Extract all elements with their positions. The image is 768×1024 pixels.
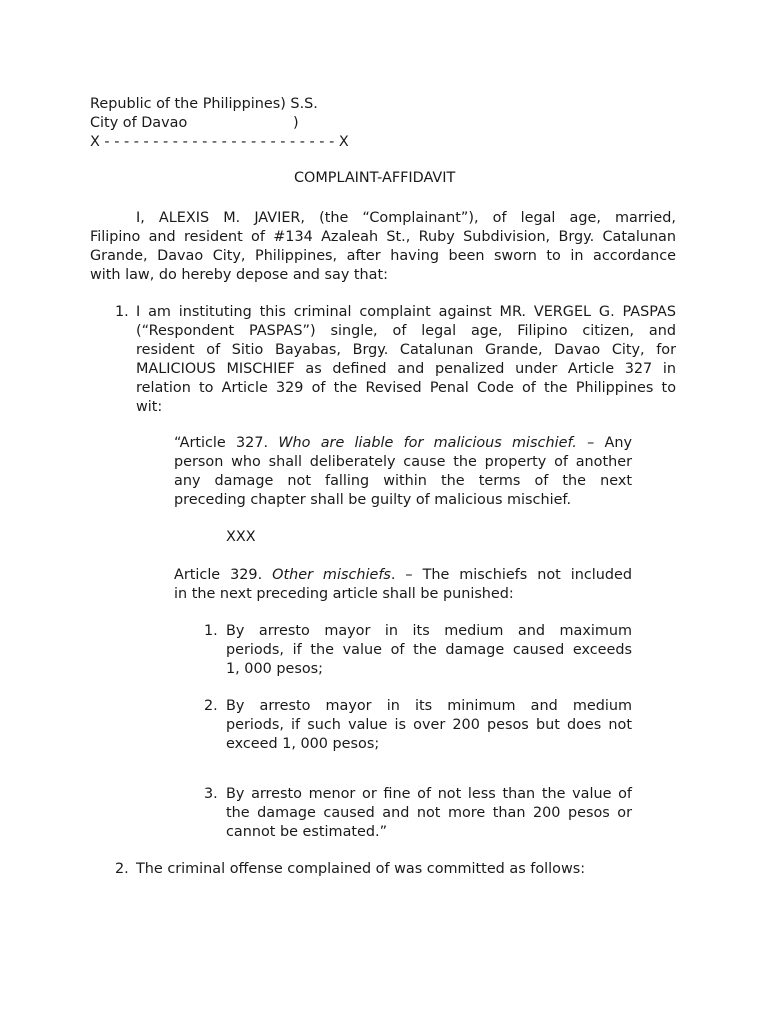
article-329-first-line [174, 566, 632, 585]
article-327-heading: Who are liable for malicious mischief. [278, 435, 577, 451]
item-1-line: MALICIOUS MISCHIEF as defined and penalized under Article 327 in [136, 361, 676, 377]
article-327-line: any damage not falling within the terms of the next [174, 473, 632, 489]
article-327-dash: – Any [576, 435, 632, 451]
article-329-heading: Other mischiefs [272, 567, 391, 583]
item-1-line: relation to Article 329 of the Revised Penal Code of the Philippines to [136, 380, 676, 396]
intro-paragraph [90, 209, 676, 285]
sub-item-line: exceed 1, 000 pesos; [226, 736, 380, 752]
sub-item-3-number: 3. [204, 786, 218, 802]
article-329-quote [174, 566, 632, 604]
header-city-paren: ) [293, 115, 299, 131]
item-2-text: The criminal offense complained of was committed as follows: [136, 861, 586, 877]
sub-item-line: By arresto mayor in its medium and maximum [226, 623, 632, 639]
sub-item-line: periods, if such value is over 200 pesos but does not [226, 717, 632, 733]
item-1-line: I am instituting this criminal complaint against MR. VERGEL G. PASPAS [136, 304, 676, 320]
sub-item-3 [226, 785, 632, 842]
omission-marker: XXX [226, 529, 256, 545]
sub-item-line: By arresto menor or fine of not less than the value of [226, 786, 632, 802]
intro-line: Grande, Davao City, Philippines, after having been sworn to in accordance [90, 248, 676, 264]
sub-item-line: the damage caused and not more than 200 pesos or [226, 805, 632, 821]
header-city: City of Davao [90, 115, 188, 131]
item-1-paragraph [136, 303, 676, 417]
article-329-line: in the next preceding article shall be punished: [174, 586, 514, 602]
header-separator: X - - - - - - - - - - - - - - - - - - - - - - - - X [90, 134, 349, 150]
header-jurisdiction: Republic of the Philippines) S.S. [90, 96, 318, 112]
document-title: COMPLAINT-AFFIDAVIT [294, 170, 456, 186]
sub-item-line: cannot be estimated.” [226, 824, 388, 840]
sub-item-1 [226, 622, 632, 679]
article-327-quote [174, 434, 632, 510]
sub-item-1-number: 1. [204, 623, 218, 639]
article-327-line: preceding chapter shall be guilty of malicious mischief. [174, 492, 572, 508]
item-1-number: 1. [115, 304, 129, 320]
item-1-line: resident of Sitio Bayabas, Brgy. Catalunan Grande, Davao City, for [136, 342, 676, 358]
item-1-line: (“Respondent PASPAS”) single, of legal age, Filipino citizen, and [136, 323, 676, 339]
article-329-lead: Article 329. [174, 567, 263, 583]
sub-item-line: By arresto mayor in its minimum and medium [226, 698, 632, 714]
intro-line: with law, do hereby depose and say that: [90, 267, 388, 283]
sub-item-2-number: 2. [204, 698, 218, 714]
item-2-number: 2. [115, 861, 129, 877]
article-327-lead: “Article 327. [174, 435, 269, 451]
article-327-line: person who shall deliberately cause the property of another [174, 454, 632, 470]
sub-item-2 [226, 697, 632, 754]
article-329-dash: . – The mischiefs not included [390, 567, 632, 583]
sub-item-line: periods, if the value of the damage caused exceeds [226, 642, 632, 658]
intro-line: Filipino and resident of #134 Azaleah St., Ruby Subdivision, Brgy. Catalunan [90, 229, 676, 245]
sub-item-line: 1, 000 pesos; [226, 661, 323, 677]
item-1-line: wit: [136, 399, 163, 415]
article-327-first-line [174, 434, 632, 453]
intro-line: I, ALEXIS M. JAVIER, (the “Complainant”), of legal age, married, [136, 210, 676, 226]
